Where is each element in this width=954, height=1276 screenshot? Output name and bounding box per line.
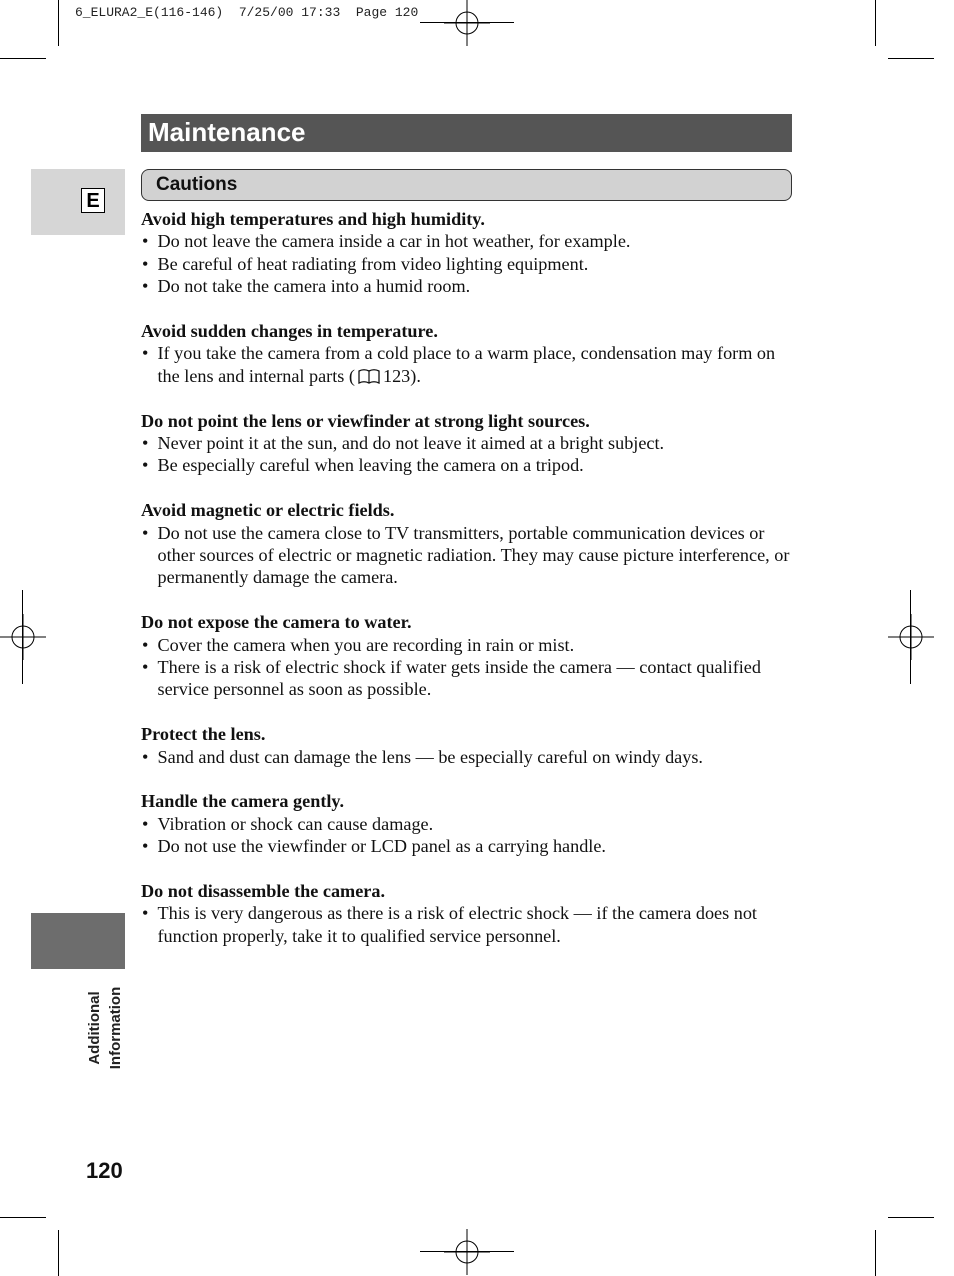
crop-mark [910,590,911,684]
crop-mark [58,0,59,46]
section-heading: Avoid high temperatures and high humidity. [141,209,485,229]
caution-section [141,790,801,857]
bullet-item: • Be especially careful when leaving the camera on a tripod. [141,454,801,476]
bullet-item: • Cover the camera when you are recording in rain or mist. [141,634,801,656]
crop-mark [58,1230,59,1276]
content [141,208,801,970]
caution-section [141,723,801,768]
side-section-label [84,978,126,1078]
side-label-line: Information [107,986,124,1070]
caution-section [141,410,801,477]
caution-section [141,208,801,298]
page-subtitle: Cautions [156,174,238,195]
bullet-item: • Do not use the viewfinder or LCD panel as a carrying handle. [141,835,801,857]
page-number: 120 [86,1158,123,1183]
section-heading: Do not disassemble the camera. [141,881,385,902]
crop-mark [888,1217,934,1218]
print-header: 6_ELURA2_E(116-146) 7/25/00 17:33 Page 120 [75,5,419,20]
crop-mark [420,22,514,23]
bullet-item [141,342,801,387]
bullet-item: • Be careful of heat radiating from video lighting equipment. [141,253,801,275]
crop-mark [22,590,23,684]
crop-mark [875,0,876,46]
registration-mark-icon [444,0,490,46]
side-label-line: Additional [86,991,103,1065]
caution-section [141,611,801,701]
crop-mark [0,58,46,59]
section-tab [31,913,125,969]
bullet-item: • Vibration or shock can cause damage. [141,813,801,835]
bullet-item: • Never point it at the sun, and do not leave it aimed at a bright subject. [141,432,801,454]
bullet-item: • This is very dangerous as there is a risk of electric shock — if the camera does not function properly, take it to qualified service personnel. [141,902,801,947]
caution-section [141,880,801,947]
bullet-item: • Do not take the camera into a humid room. [141,275,801,297]
section-heading: Protect the lens. [141,724,266,745]
section-heading: Do not point the lens or viewfinder at strong light sources. [141,410,590,431]
title-bar [141,114,792,152]
bullet-item: • Do not leave the camera inside a car in hot weather, for example. [141,230,801,252]
crop-mark [0,1217,46,1218]
page-title: Maintenance [148,117,306,147]
language-indicator: E [81,188,105,213]
caution-section [141,499,801,589]
bullet-text: If you take the camera from a cold place to a warm place, condensation may form on the lens and internal parts ( [157,343,776,386]
registration-mark-icon [888,614,934,660]
section-heading: Do not expose the camera to water. [141,612,412,633]
registration-mark-icon [0,614,46,660]
page-reference: 123 [382,365,411,386]
bullet-item: • There is a risk of electric shock if water gets inside the camera — contact qualified service personnel as soon as possible. [141,656,801,701]
section-heading: Avoid magnetic or electric fields. [141,500,395,521]
caution-section [141,320,801,387]
bullet-item: • Sand and dust can damage the lens — be especially careful on windy days. [141,746,801,768]
bullet-text: ). [410,365,421,386]
crop-mark [875,1230,876,1276]
book-icon [357,368,381,385]
crop-mark [888,58,934,59]
registration-mark-icon [444,1229,490,1275]
section-heading: Handle the camera gently. [141,791,345,812]
bullet-item: • Do not use the camera close to TV transmitters, portable communication devices or other sources of electric or magnetic radiation. They may cause picture interference, or permanently damage the camera. [141,522,801,589]
section-heading: Avoid sudden changes in temperature. [141,321,438,342]
subheading-bar [141,169,792,201]
crop-mark [420,1251,514,1252]
language-tab [31,169,125,235]
